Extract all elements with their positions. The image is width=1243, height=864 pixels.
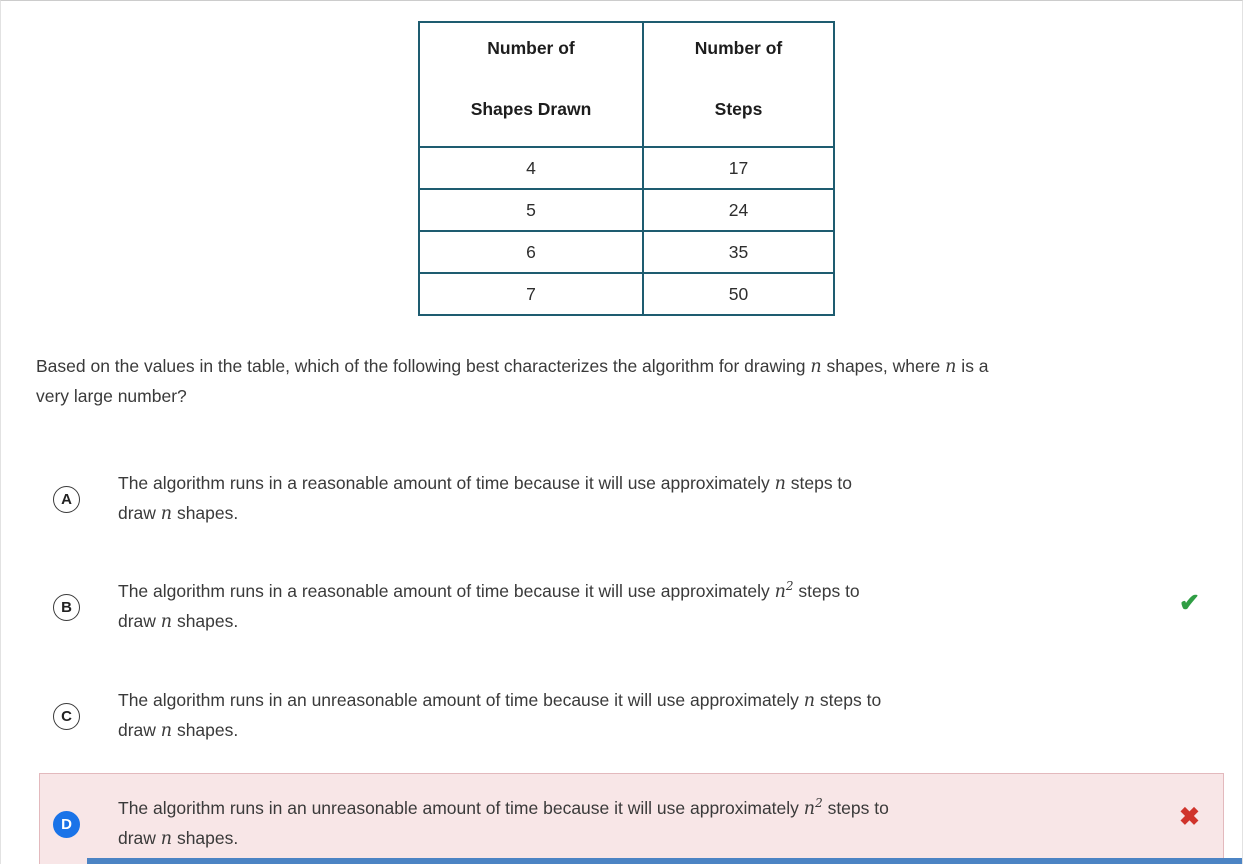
choice-line-2: draw n shapes. xyxy=(118,720,239,741)
table-row xyxy=(419,273,834,315)
header-text: Number of xyxy=(487,38,575,58)
correct-check-icon: ✔ xyxy=(1179,589,1200,617)
choice-b[interactable] xyxy=(53,577,860,637)
question-text xyxy=(36,352,1201,411)
choice-line-2: draw n shapes. xyxy=(118,503,239,524)
math-n: n xyxy=(945,357,957,377)
table-header-row xyxy=(419,22,834,147)
next-element-top-edge xyxy=(87,858,1243,864)
choice-a-letter[interactable]: A xyxy=(53,486,80,513)
math-exponent: 2 xyxy=(815,796,823,811)
choice-d-text xyxy=(118,794,889,854)
choice-line-2: draw n shapes. xyxy=(118,611,239,632)
cell-shapes: 5 xyxy=(419,189,643,231)
choice-d-letter[interactable]: D xyxy=(53,811,80,838)
choice-c[interactable] xyxy=(53,686,881,746)
choice-b-text xyxy=(118,577,860,637)
choice-line-1: The algorithm runs in a reasonable amount of time because it will use approximately n steps to xyxy=(118,473,853,494)
math-n: n xyxy=(160,612,173,632)
table-row xyxy=(419,147,834,189)
cell-steps: 17 xyxy=(643,147,834,189)
choice-c-letter[interactable]: C xyxy=(53,703,80,730)
choice-d[interactable] xyxy=(53,794,889,854)
choice-a-text xyxy=(118,469,852,529)
choice-line-1: The algorithm runs in an unreasonable amount of time because it will use approximately $n^2$ steps to xyxy=(118,796,889,819)
math-n: n xyxy=(810,357,822,377)
col-header-steps xyxy=(643,22,834,147)
question-line-2: very large number? xyxy=(36,386,187,406)
math-n: n xyxy=(160,504,173,524)
math-n: n xyxy=(774,582,786,602)
cell-shapes: 6 xyxy=(419,231,643,273)
col-header-shapes-drawn xyxy=(419,22,643,147)
math-n: n xyxy=(774,474,786,494)
header-text: Steps xyxy=(714,99,763,119)
cell-steps: 50 xyxy=(643,273,834,315)
choice-a[interactable] xyxy=(53,469,852,529)
cell-steps: 35 xyxy=(643,231,834,273)
cell-steps: 24 xyxy=(643,189,834,231)
choice-line-1: The algorithm runs in an unreasonable amount of time because it will use approximately n steps to xyxy=(118,690,882,711)
cell-shapes: 4 xyxy=(419,147,643,189)
math-n: n xyxy=(803,691,816,711)
choice-c-text xyxy=(118,686,881,746)
header-text: Number of xyxy=(694,38,783,58)
math-n: n xyxy=(160,829,173,849)
question-line-1: Based on the values in the table, which of the following best characterizes the algorithm for drawing n shapes, where n is a xyxy=(36,356,989,377)
math-n: n xyxy=(160,721,173,741)
incorrect-x-icon: ✖ xyxy=(1179,803,1200,831)
choice-line-1: The algorithm runs in a reasonable amount of time because it will use approximately $n^2$ steps to xyxy=(118,579,860,602)
math-exponent: 2 xyxy=(785,579,794,594)
table-row xyxy=(419,231,834,273)
table-row xyxy=(419,189,834,231)
choice-line-2: draw n shapes. xyxy=(118,828,239,849)
choice-b-letter[interactable]: B xyxy=(53,594,80,621)
math-n: n xyxy=(803,799,816,819)
header-text: Shapes Drawn xyxy=(470,99,592,119)
cell-shapes: 7 xyxy=(419,273,643,315)
shapes-steps-table xyxy=(418,21,835,316)
